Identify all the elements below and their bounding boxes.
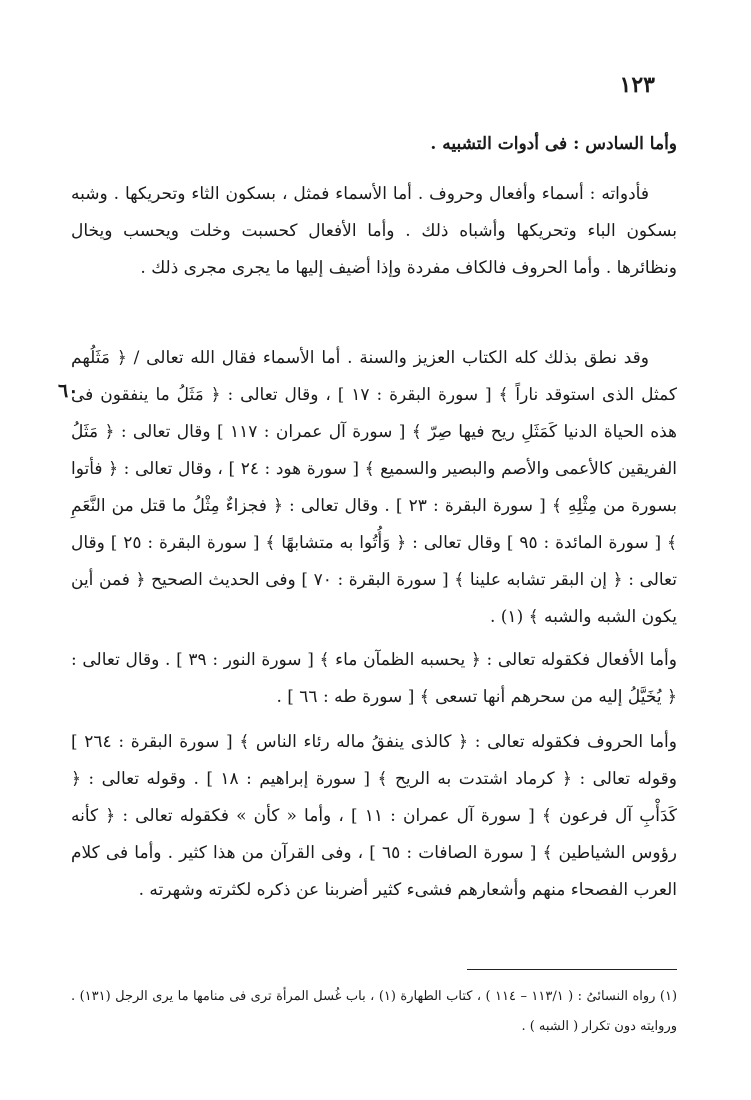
text-block	[71, 126, 677, 163]
margin-page-reference: ٦٠	[58, 380, 79, 402]
paragraph-nouns: وقد نطق بذلك كله الكتاب العزيز والسنة . أما الأسماء فقال الله تعالى / ﴿ مَثَلُهم كمثل الذى استوقد ناراً ﴾ [ سورة البقرة : ١٧ ] ، وقال تعالى : ﴿ مَثَلُ ما ينفقون فى هذه الحياة الدنيا كَمَثَلِ ريح فيها صِرّ ﴾ [ سورة آل عمران : ١١٧ ] وقال تعالى : ﴿ مَثَلُ الفريقين كالأعمى والأصم والبصير والسميع ﴾ [ سورة هود : ٢٤ ] ، وقال تعالى : ﴿ فأتوا بسورة من مِثْلِهِ ﴾ [ سورة البقرة : ٢٣ ] . وقال تعالى : ﴿ فجزاءٌ مِثْلُ ما قتل من النَّعَمِ ﴾ [ سورة المائدة : ٩٥ ] وقال تعالى : ﴿ وَأُتُوا به متشابهًا ﴾ [ سورة البقرة : ٢٥ ] وقال تعالى : ﴿ إن البقر تشابه علينا ﴾ [ سورة البقرة : ٧٠ ] وفى الحديث الصحيح ﴿ فمن أين يكون الشبه والشبه ﴾ (١) .	[71, 348, 678, 627]
text-block	[71, 642, 677, 716]
footnotes	[71, 982, 677, 1042]
footnote-1: (١) رواه النسائىُ : ( ١١٣/١ – ١١٤ ) ، كتاب الطهارة (١) ، باب غُسل المرأة ترى فى منامها ما يرى الرجل (١٣١) . وروايته دون تكرار ( الشبه ) .	[71, 989, 678, 1034]
paragraph-particles: وأما الحروف فكقوله تعالى : ﴿ كالذى ينفقُ ماله رئاء الناس ﴾ [ سورة البقرة : ٢٦٤ ] وقوله تعالى : ﴿ كرماد اشتدت به الريح ﴾ [ سورة إبراهيم : ١٨ ] . وقوله تعالى : ﴿ كَدَأْبِ آل فرعون ﴾ [ سورة آل عمران : ١١ ] ، وأما « كأن » فكقوله تعالى : ﴿ كأنه رؤوس الشياطين ﴾ [ سورة الصافات : ٦٥ ] ، وفى القرآن من هذا كثير . وأما فى كلام العرب الفصحاء منهم وأشعارهم فشىء كثير أضربنا عن ذكره لكثرته وشهرته .	[71, 732, 677, 900]
paragraph-verbs: وأما الأفعال فكقوله تعالى : ﴿ يحسبه الظمآن ماء ﴾ [ سورة النور : ٣٩ ] . وقال تعالى : ﴿ يُخَيَّلُ إليه من سحرهم أنها تسعى ﴾ [ سورة طه : ٦٦ ] .	[71, 650, 677, 707]
text-block	[71, 176, 677, 287]
paragraph-tools: فأدواته : أسماء وأفعال وحروف . أما الأسماء فمثل ، بسكون الثاء وتحريكها . وشبه بسكون الباء وتحريكها وأشباه ذلك . وأما الأفعال كحسبت وخلت ويحسب ويخال ونظائرها . وأما الحروف فالكاف مفردة وإذا أضيف إليها ما يجرى مجرى ذلك .	[71, 184, 677, 278]
page-number: ١٢٣	[619, 72, 655, 98]
text-block	[71, 340, 677, 636]
section-heading: وأما السادس : فى أدوات التشبيه .	[430, 134, 677, 154]
text-block	[71, 724, 677, 909]
footnote-divider	[467, 969, 677, 970]
